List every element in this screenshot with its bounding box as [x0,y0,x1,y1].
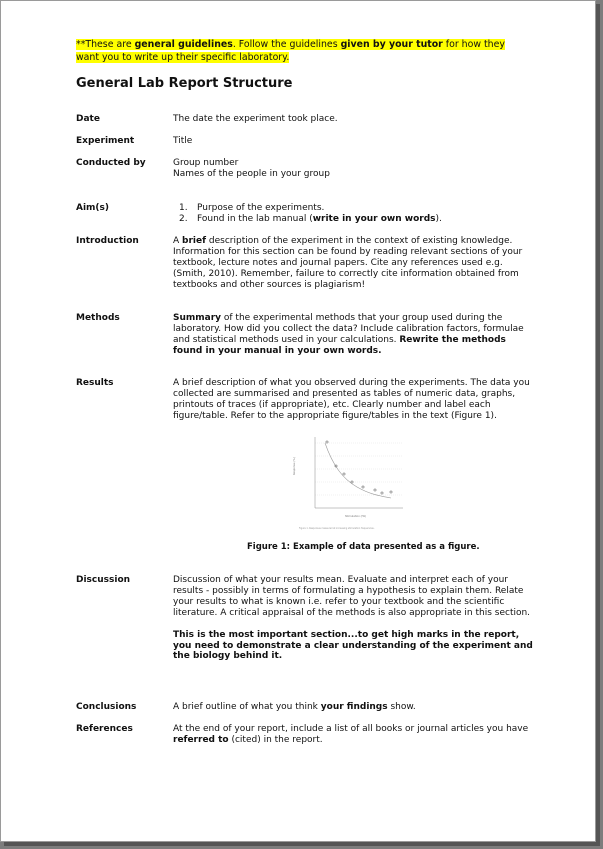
paragraph-text: of the experimental methods that your group used during the laboratory. How did you collect the data? Include calibration factors, formulae and statistical methods used in your calculations. [173,313,524,345]
data-point [343,473,345,475]
discussion-text [173,575,538,662]
paragraph-text: Discussion of what your results mean. Evaluate and interpret each of your results - possibly in terms of formulating a hypothesis to explain them. Relate your results to what is known i.e. refer to your textbook and the scientific literature. A critical appraisal of the methods is also appropriate in this section. [173,575,531,618]
guidelines-notice [76,39,526,64]
experiment-text: Title [173,136,193,146]
list-item [173,203,538,214]
bold-text: your findings [320,702,388,712]
data-point [362,486,364,488]
references-text [173,724,538,746]
aims-list [173,203,538,225]
paragraph-text: At the end of your report, include a list of all books or journal articles you have [173,724,529,734]
notice-text: for how they want you to write up their specific laboratory. [76,39,505,63]
notice-text: . Follow the guidelines [232,39,341,50]
bold-text: referred to [173,734,229,745]
list-text: Purpose of the experiments. [197,203,325,213]
methods-label: Methods [76,313,120,323]
date-label: Date [76,114,100,124]
methods-text [173,313,538,357]
results-text: A brief description of what you observed during the experiments. The data you collected are summarised and presented as tables of numeric data, graphs, printouts of traces (if appropriate), etc. Clearly number and label each figure/table. Refer to the appropriate figure/tables in the text (Figure 1). [173,378,530,421]
list-text: ). [435,213,442,224]
introduction-text [173,236,538,291]
bold-text: Summary [173,313,222,323]
figure-ylabel: Response (%) [293,457,296,475]
figure-xlabel: Stimulation (Hz) [345,515,366,518]
references-label: References [76,724,133,734]
data-points [326,441,392,494]
date-text: The date the experiment took place. [173,114,338,124]
experiment-label: Experiment [76,136,135,146]
list-number: 1. [179,203,188,213]
results-label: Results [76,378,114,388]
conducted-by-text [173,158,538,180]
data-point [381,492,383,494]
paragraph-text: A [173,236,183,246]
bold-text: Rewrite the methods found in your manual in your own words. [173,334,506,356]
paragraph-text: (cited) in the report. [228,734,323,745]
discussion-label: Discussion [76,575,131,585]
conducted-by-line: Names of the people in your group [173,168,330,179]
introduction-label: Introduction [76,236,139,246]
discussion-bold-text: This is the most important section...to get high marks in the report, you need to demonstrate a clear understanding of the experiment and the biology behind it. [173,629,533,662]
paragraph-text: A brief outline of what you think [173,702,321,712]
notice-text: **These are [76,39,135,50]
paragraph-text: description of the experiment in the context of existing knowledge. Information for this section can be found by reading relevant sections of your textbook, lecture notes and journal papers. Cite any references used e.g. (Smith, 2010). Remember, failure to correctly cite information obtained from textbooks and other sources is plagiarism! [173,236,523,290]
trend-curve [325,443,391,498]
figure-small-caption: Figure 1. Responses measured at increasing stimulation frequencies. [299,527,375,530]
conducted-by-label: Conducted by [76,158,146,168]
notice-bold-tutor: given by your tutor [340,39,443,50]
conclusions-text [173,702,538,713]
list-item [173,214,538,225]
data-point [390,491,392,493]
figure-caption: Figure 1: Example of data presented as a figure. [247,542,480,552]
list-number: 2. [179,213,188,224]
page-title: General Lab Report Structure [76,76,293,91]
paragraph-text: show. [387,702,416,712]
conclusions-label: Conclusions [76,702,137,712]
example-figure [287,431,409,539]
data-point [326,441,328,443]
aims-label: Aim(s) [76,203,110,213]
bold-text: brief [182,236,207,246]
data-point [374,489,376,491]
conducted-by-line: Group number [173,158,239,168]
notice-bold-guidelines: general guidelines [134,39,233,50]
list-text: Found in the lab manual ( [197,213,313,224]
list-bold-text: write in your own words [312,213,436,224]
